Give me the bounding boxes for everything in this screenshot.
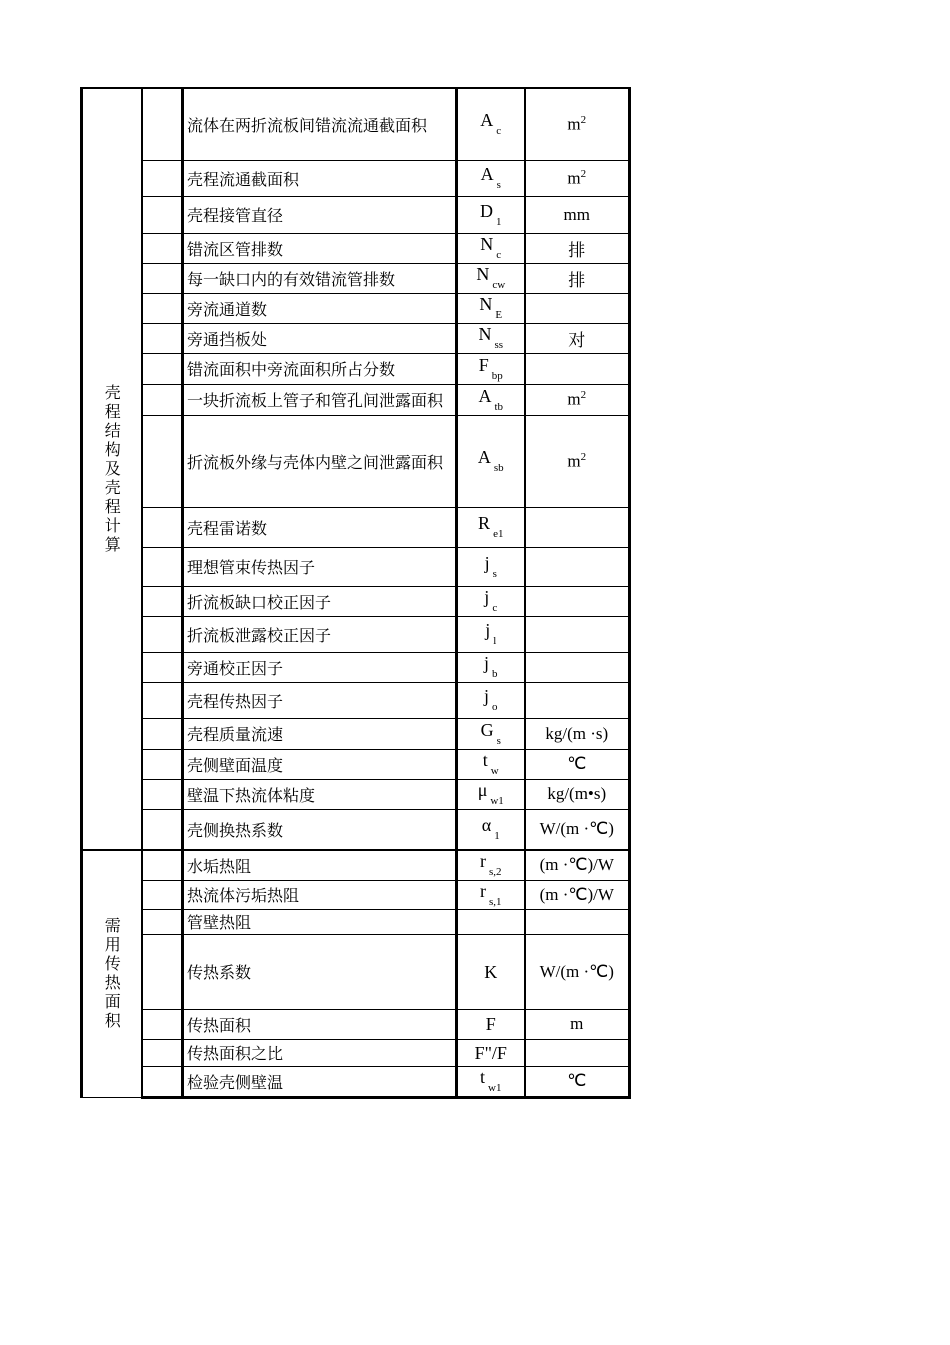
table-row (82, 779, 630, 809)
symbol-cell (457, 909, 525, 934)
table-row (82, 616, 630, 652)
symbol-subscript: c (492, 602, 498, 614)
symbol-cell (457, 779, 525, 809)
table-row (82, 384, 630, 415)
symbol-subscript: w1 (488, 1082, 502, 1094)
parameter-name: 一块折流板上管子和管孔间泄露面积 (183, 384, 457, 415)
table-row (82, 682, 630, 718)
symbol-cell (457, 293, 525, 323)
unit-superscript: 2 (580, 450, 587, 463)
table-row (82, 547, 630, 586)
table-row (82, 1066, 630, 1097)
parameter-name: 检验壳侧壁温 (183, 1066, 457, 1097)
parameter-name: 折流板外缘与壳体内壁之间泄露面积 (183, 415, 457, 507)
table-row (82, 909, 630, 934)
symbol-cell (457, 547, 525, 586)
table-row (82, 353, 630, 384)
symbol-subscript: c (496, 125, 502, 138)
unit: W/(m ·℃) (539, 819, 614, 839)
index-cell (142, 809, 183, 850)
table-row (82, 88, 630, 160)
symbol-subscript: o (492, 701, 498, 713)
parameter-name: 旁通挡板处 (183, 323, 457, 353)
table-row (82, 718, 630, 749)
unit-cell (525, 88, 630, 160)
index-cell (142, 934, 183, 1009)
symbol: N (478, 324, 492, 344)
unit: mm (563, 204, 590, 224)
index-cell (142, 88, 183, 160)
symbol-subscript: s,1 (488, 895, 502, 908)
symbol-cell (457, 384, 525, 415)
symbol-cell (457, 749, 525, 779)
symbol: μ (477, 780, 488, 800)
unit-cell (525, 547, 630, 586)
unit-cell (525, 586, 630, 616)
parameter-name: 错流面积中旁流面积所占分数 (183, 353, 457, 384)
symbol: j (483, 686, 489, 706)
unit-superscript: 2 (580, 389, 587, 402)
unit: m (567, 451, 581, 471)
symbol: F"/F (474, 1042, 507, 1063)
symbol-cell (457, 682, 525, 718)
index-cell (142, 779, 183, 809)
parameter-name: 管壁热阻 (183, 909, 457, 934)
index-cell (142, 1039, 183, 1066)
table-row (82, 1039, 630, 1066)
table-row (82, 652, 630, 682)
table-row (82, 263, 630, 293)
symbol-cell (457, 160, 525, 196)
unit: (m ·℃)/W (539, 855, 614, 875)
symbol-cell (457, 586, 525, 616)
symbol: A (478, 385, 492, 406)
symbol: F (485, 1014, 496, 1034)
symbol-cell (457, 1009, 525, 1039)
symbol-subscript: e1 (493, 528, 504, 540)
unit-cell (525, 850, 630, 880)
table-row (82, 415, 630, 507)
unit-cell (525, 293, 630, 323)
unit: ℃ (567, 754, 587, 773)
unit-cell (525, 809, 630, 850)
symbol: j (484, 552, 490, 573)
index-cell (142, 682, 183, 718)
symbol-cell (457, 880, 525, 909)
symbol: A (477, 447, 491, 467)
parameter-name: 流体在两折流板间错流流通截面积 (183, 88, 457, 160)
symbol-subscript: tb (494, 400, 504, 413)
table-row (82, 749, 630, 779)
parameter-name: 壳程传热因子 (183, 682, 457, 718)
unit-cell (525, 909, 630, 934)
table-row (82, 1009, 630, 1039)
symbol-cell (457, 323, 525, 353)
index-cell (142, 196, 183, 233)
table-row (82, 160, 630, 196)
parameter-name: 旁通校正因子 (183, 652, 457, 682)
unit-cell (525, 384, 630, 415)
index-cell (142, 880, 183, 909)
symbol-cell (457, 263, 525, 293)
symbol: j (484, 587, 490, 607)
index-cell (142, 586, 183, 616)
unit: m (567, 389, 581, 409)
parameter-name: 错流区管排数 (183, 233, 457, 263)
unit-superscript: 2 (580, 167, 587, 180)
unit-cell (525, 779, 630, 809)
symbol: α (481, 815, 492, 836)
symbol: r (479, 880, 486, 901)
symbol: K (484, 961, 498, 982)
symbol: r (479, 851, 486, 872)
table-row (82, 586, 630, 616)
symbol-subscript: s (492, 567, 497, 580)
symbol: N (479, 294, 493, 314)
index-cell (142, 507, 183, 547)
unit-cell (525, 934, 630, 1009)
unit: m (567, 114, 581, 134)
index-cell (142, 616, 183, 652)
table-row (82, 323, 630, 353)
parameter-name: 壁温下热流体粘度 (183, 779, 457, 809)
unit-cell (525, 682, 630, 718)
parameter-name: 壳程接管直径 (183, 196, 457, 233)
unit-cell (525, 415, 630, 507)
unit-cell (525, 323, 630, 353)
symbol-subscript: cw (492, 279, 506, 291)
unit: W/(m ·℃) (539, 961, 614, 981)
symbol-cell (457, 616, 525, 652)
table-row (82, 809, 630, 850)
symbol: j (483, 653, 489, 673)
parameter-name: 水垢热阻 (183, 850, 457, 880)
unit-cell (525, 353, 630, 384)
symbol: N (476, 264, 490, 284)
unit: m (570, 1014, 584, 1033)
unit-cell (525, 718, 630, 749)
symbol-cell (457, 415, 525, 507)
unit-cell (525, 1009, 630, 1039)
symbol: N (480, 234, 494, 254)
symbol-subscript: s (496, 734, 501, 747)
index-cell (142, 293, 183, 323)
unit: 排 (568, 270, 586, 290)
unit-cell (525, 233, 630, 263)
unit-cell (525, 1039, 630, 1066)
symbol-cell (457, 718, 525, 749)
index-cell (142, 263, 183, 293)
index-cell (142, 353, 183, 384)
symbol-cell (457, 1039, 525, 1066)
parameter-name: 热流体污垢热阻 (183, 880, 457, 909)
symbol-subscript: s (496, 179, 501, 191)
index-cell (142, 850, 183, 880)
symbol-subscript: s,2 (488, 866, 502, 879)
unit: (m ·℃)/W (539, 884, 614, 904)
table-row (82, 196, 630, 233)
symbol: j (485, 620, 491, 640)
unit: kg/(m ·s) (545, 723, 609, 743)
index-cell (142, 415, 183, 507)
unit-cell (525, 1066, 630, 1097)
index-cell (142, 909, 183, 934)
symbol-cell (457, 809, 525, 850)
unit-cell (525, 652, 630, 682)
index-cell (142, 233, 183, 263)
symbol-subscript: b (492, 668, 498, 680)
symbol-cell (457, 88, 525, 160)
parameter-name: 折流板缺口校正因子 (183, 586, 457, 616)
symbol-cell (457, 850, 525, 880)
unit: 排 (568, 240, 586, 260)
symbol-cell (457, 196, 525, 233)
symbol: G (480, 719, 494, 740)
parameter-name: 壳程雷诺数 (183, 507, 457, 547)
unit-cell (525, 196, 630, 233)
symbol: t (480, 1067, 486, 1087)
symbol-subscript: 1 (494, 830, 500, 843)
index-cell (142, 323, 183, 353)
unit: kg/(m•s) (547, 784, 607, 803)
parameter-name: 壳侧换热系数 (183, 809, 457, 850)
table-row (82, 880, 630, 909)
unit-cell (525, 880, 630, 909)
heat-exchanger-table (80, 87, 631, 1099)
unit-cell (525, 263, 630, 293)
symbol: A (480, 110, 494, 131)
symbol: t (482, 750, 488, 770)
table-row (82, 850, 630, 880)
symbol: R (478, 513, 491, 533)
index-cell (142, 1066, 183, 1097)
table-row (82, 934, 630, 1009)
table-row (82, 293, 630, 323)
symbol: F (478, 354, 489, 375)
symbol-cell (457, 507, 525, 547)
parameter-name: 传热系数 (183, 934, 457, 1009)
parameter-name: 折流板泄露校正因子 (183, 616, 457, 652)
symbol-subscript: w1 (490, 795, 504, 807)
symbol-subscript: sb (493, 462, 504, 474)
parameter-name: 每一缺口内的有效错流管排数 (183, 263, 457, 293)
index-cell (142, 547, 183, 586)
unit-cell (525, 616, 630, 652)
parameter-name: 旁流通道数 (183, 293, 457, 323)
index-cell (142, 1009, 183, 1039)
unit-superscript: 2 (580, 113, 587, 126)
parameter-name: 壳程质量流速 (183, 718, 457, 749)
unit: 对 (568, 330, 586, 350)
index-cell (142, 652, 183, 682)
parameter-name: 传热面积 (183, 1009, 457, 1039)
symbol-subscript: l (493, 635, 497, 647)
symbol-cell (457, 233, 525, 263)
symbol-subscript: ss (494, 339, 504, 351)
unit-cell (525, 507, 630, 547)
group-label: 需用传热面积 (82, 850, 142, 1097)
table-row (82, 233, 630, 263)
parameter-name: 壳程流通截面积 (183, 160, 457, 196)
table-row (82, 507, 630, 547)
symbol-cell (457, 353, 525, 384)
group-label: 壳程结构及壳程计算 (82, 88, 142, 850)
unit: m (567, 168, 581, 188)
index-cell (142, 160, 183, 196)
symbol-cell (457, 1066, 525, 1097)
index-cell (142, 749, 183, 779)
unit-cell (525, 160, 630, 196)
unit-cell (525, 749, 630, 779)
symbol-subscript: E (495, 309, 503, 321)
symbol-subscript: bp (491, 369, 503, 382)
index-cell (142, 718, 183, 749)
unit: ℃ (567, 1071, 587, 1090)
index-cell (142, 384, 183, 415)
parameter-name: 传热面积之比 (183, 1039, 457, 1066)
parameter-name: 壳侧壁面温度 (183, 749, 457, 779)
symbol: D (480, 200, 493, 221)
symbol-subscript: c (496, 249, 502, 261)
parameter-name: 理想管束传热因子 (183, 547, 457, 586)
symbol-cell (457, 934, 525, 1009)
symbol-subscript: w (490, 765, 499, 777)
symbol-subscript: 1 (496, 215, 502, 228)
symbol: A (480, 164, 494, 184)
symbol-cell (457, 652, 525, 682)
